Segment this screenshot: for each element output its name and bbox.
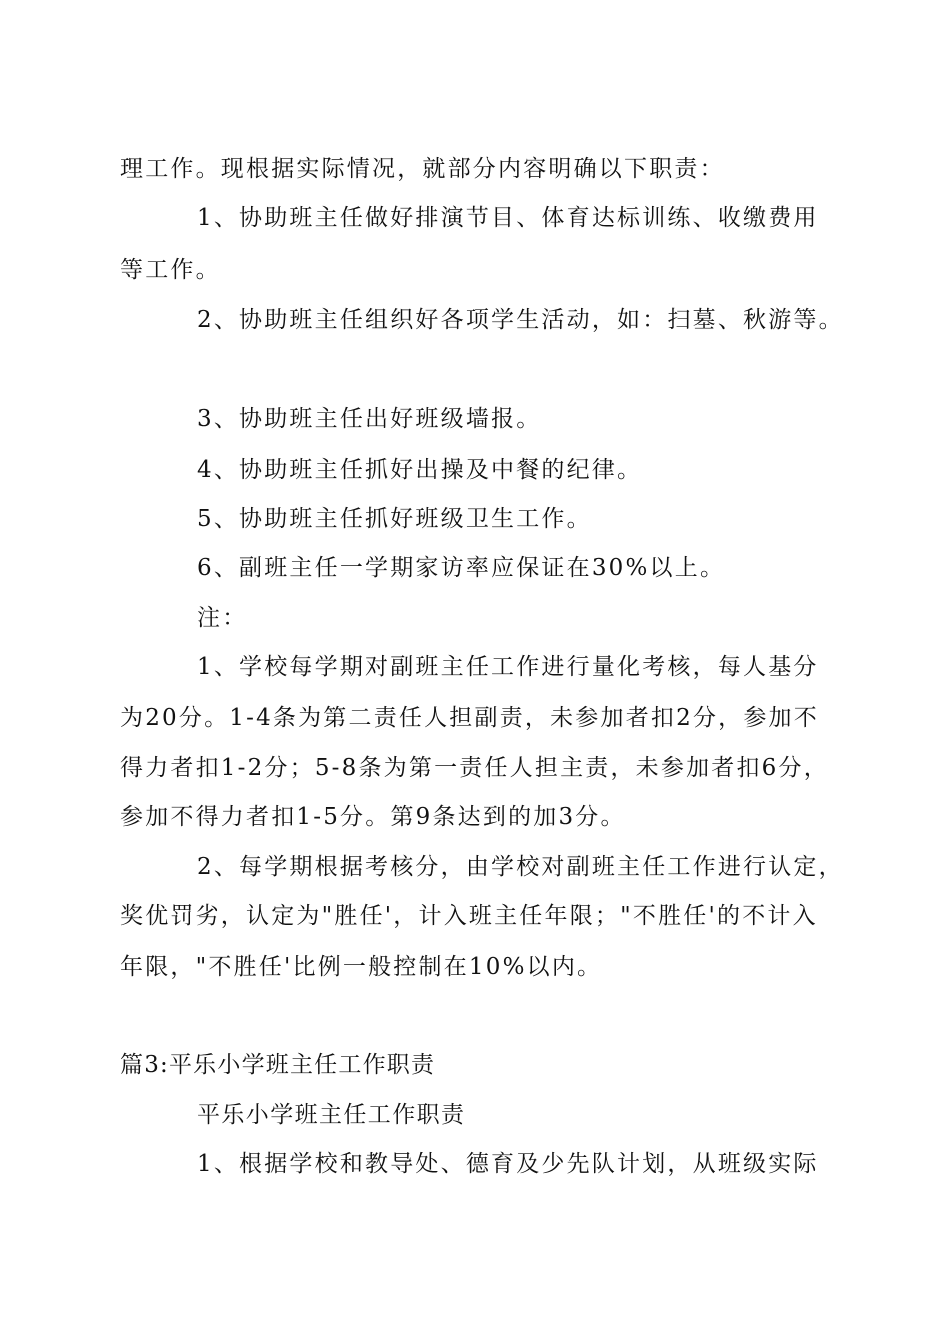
section-item-1-line: 1、根据学校和教导处、德育及少先队计划，从班级实际 bbox=[197, 1151, 819, 1177]
list-item-3-line: 3、协助班主任出好班级墙报。 bbox=[197, 406, 542, 432]
note-item-2-continuation: 年限，"不胜任'比例一般控制在10%以内。 bbox=[120, 954, 603, 980]
list-item-2-line: 2、协助班主任组织好各项学生活动，如：扫墓、秋游等。 bbox=[197, 307, 844, 333]
note-item-2-line: 2、每学期根据考核分，由学校对副班主任工作进行认定， bbox=[197, 854, 844, 880]
list-item-6-line: 6、副班主任一学期家访率应保证在30%以上。 bbox=[197, 555, 726, 581]
list-item-1-line: 1、协助班主任做好排演节目、体育达标训练、收缴费用 bbox=[197, 205, 819, 231]
section-heading: 篇3:平乐小学班主任工作职责 bbox=[120, 1052, 436, 1078]
section-title: 平乐小学班主任工作职责 bbox=[197, 1102, 466, 1128]
note-item-1-continuation: 得力者扣1-2分；5-8条为第一责任人担主责，未参加者扣6分， bbox=[120, 755, 829, 781]
note-item-1-continuation: 参加不得力者扣1-5分。第9条达到的加3分。 bbox=[120, 804, 626, 830]
list-item-1-continuation: 等工作。 bbox=[120, 257, 221, 283]
paragraph-line: 理工作。现根据实际情况，就部分内容明确以下职责： bbox=[120, 156, 725, 182]
list-item-5-line: 5、协助班主任抓好班级卫生工作。 bbox=[197, 506, 592, 532]
note-heading: 注： bbox=[197, 605, 248, 631]
note-item-1-continuation: 为20分。1-4条为第二责任人担副责，未参加者扣2分，参加不 bbox=[120, 705, 819, 731]
list-item-4-line: 4、协助班主任抓好出操及中餐的纪律。 bbox=[197, 457, 643, 483]
note-item-1-line: 1、学校每学期对副班主任工作进行量化考核，每人基分 bbox=[197, 654, 819, 680]
note-item-2-continuation: 奖优罚劣，认定为"胜任'，计入班主任年限；"不胜任'的不计入 bbox=[120, 903, 818, 929]
